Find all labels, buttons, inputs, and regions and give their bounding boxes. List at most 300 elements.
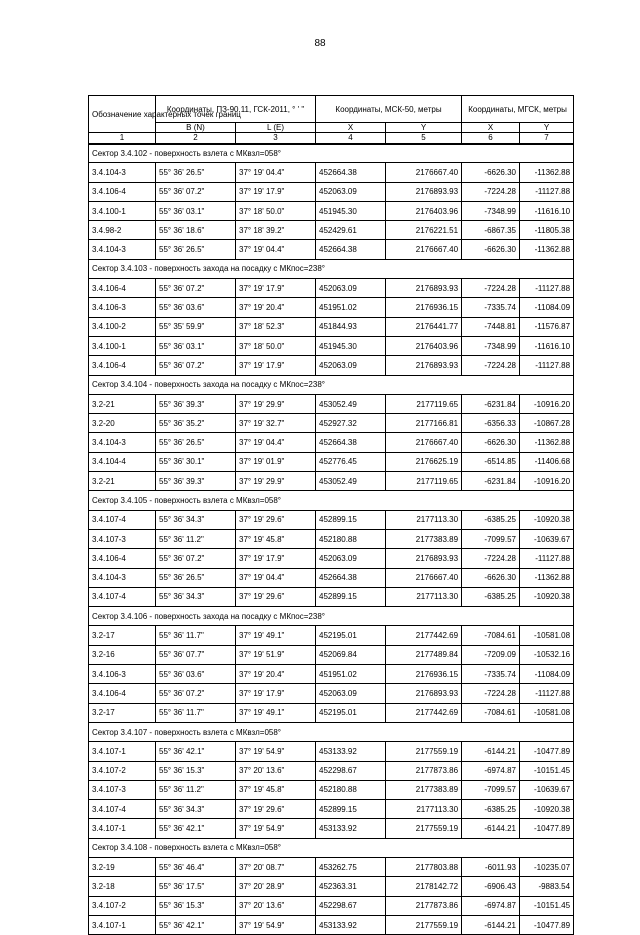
col-index: 6 — [462, 133, 520, 144]
point-id-cell: 3.4.100-1 — [89, 201, 156, 220]
mgsk-y-cell: -11362.88 — [520, 240, 574, 259]
msk-y-cell: 2176893.93 — [386, 279, 462, 298]
table-row — [89, 703, 574, 722]
mgsk-x-cell: -7224.28 — [462, 182, 520, 201]
mgsk-y-cell: -10916.20 — [520, 394, 574, 413]
mgsk-x-cell: -6867.35 — [462, 221, 520, 240]
longitude-cell: 37° 19' 17.9" — [236, 684, 316, 703]
msk-y-cell: 2177442.69 — [386, 703, 462, 722]
msk-x-cell: 451844.93 — [316, 317, 386, 336]
msk-x-cell: 452063.09 — [316, 279, 386, 298]
msk-y-cell: 2177113.30 — [386, 510, 462, 529]
point-id-cell: 3.4.107-1 — [89, 819, 156, 838]
col-index: 3 — [236, 133, 316, 144]
msk-y-cell: 2176221.51 — [386, 221, 462, 240]
mgsk-x-cell: -6514.85 — [462, 452, 520, 471]
col-y-mgsk-header: Y — [520, 123, 574, 133]
sector-title: Сектор 3.4.104 - поверхность захода на посадку с МКпос=238° — [89, 375, 574, 394]
longitude-cell: 37° 18' 50.0" — [236, 336, 316, 355]
mgsk-y-cell: -11805.38 — [520, 221, 574, 240]
msk-x-cell: 451945.30 — [316, 201, 386, 220]
msk-x-cell: 452899.15 — [316, 800, 386, 819]
msk-x-cell: 452180.88 — [316, 780, 386, 799]
mgsk-x-cell: -6974.87 — [462, 761, 520, 780]
longitude-cell: 37° 19' 49.1" — [236, 626, 316, 645]
latitude-cell: 55° 36' 07.7" — [156, 645, 236, 664]
table-row — [89, 356, 574, 375]
mgsk-x-cell: -7084.61 — [462, 703, 520, 722]
table-row — [89, 819, 574, 838]
msk-y-cell: 2177873.86 — [386, 761, 462, 780]
mgsk-x-cell: -7224.28 — [462, 549, 520, 568]
point-id-cell: 3.4.100-1 — [89, 336, 156, 355]
mgsk-x-cell: -7224.28 — [462, 356, 520, 375]
mgsk-y-cell: -10151.45 — [520, 896, 574, 915]
point-id-cell: 3.4.98-2 — [89, 221, 156, 240]
longitude-cell: 37° 19' 20.4" — [236, 298, 316, 317]
sector-row — [89, 722, 574, 741]
sector-title: Сектор 3.4.108 - поверхность взлета с МКвзл=058° — [89, 838, 574, 857]
latitude-cell: 55° 36' 11.7" — [156, 626, 236, 645]
longitude-cell: 37° 19' 45.8" — [236, 529, 316, 548]
point-id-cell: 3.2-20 — [89, 414, 156, 433]
sector-title: Сектор 3.4.102 - поверхность взлета с МКвзл=058° — [89, 144, 574, 163]
mgsk-x-cell: -6626.30 — [462, 240, 520, 259]
msk-x-cell: 451945.30 — [316, 336, 386, 355]
latitude-cell: 55° 36' 39.3" — [156, 472, 236, 491]
longitude-cell: 37° 19' 04.4" — [236, 433, 316, 452]
msk-y-cell: 2176441.77 — [386, 317, 462, 336]
msk-y-cell: 2177559.19 — [386, 915, 462, 934]
msk50-header: Координаты, МСК-50, метры — [316, 96, 462, 123]
page-number: 88 — [314, 38, 326, 49]
col-index: 2 — [156, 133, 236, 144]
msk-x-cell: 453133.92 — [316, 742, 386, 761]
latitude-cell: 55° 35' 59.9" — [156, 317, 236, 336]
pz90-header: Координаты, ПЗ-90.11, ГСК-2011, ° ' " — [156, 96, 316, 123]
col-index: 5 — [386, 133, 462, 144]
longitude-cell: 37° 19' 29.6" — [236, 800, 316, 819]
point-id-cell: 3.4.104-3 — [89, 163, 156, 182]
sector-row — [89, 607, 574, 626]
mgsk-y-cell: -11127.88 — [520, 684, 574, 703]
longitude-cell: 37° 19' 17.9" — [236, 549, 316, 568]
mgsk-y-cell: -10920.38 — [520, 510, 574, 529]
msk-y-cell: 2177442.69 — [386, 626, 462, 645]
table-row — [89, 433, 574, 452]
point-id-cell: 3.2-17 — [89, 703, 156, 722]
mgsk-y-cell: -10920.38 — [520, 800, 574, 819]
msk-x-cell: 452899.15 — [316, 510, 386, 529]
table-row — [89, 452, 574, 471]
msk-x-cell: 452298.67 — [316, 896, 386, 915]
msk-x-cell: 453262.75 — [316, 857, 386, 876]
msk-y-cell: 2177113.30 — [386, 587, 462, 606]
mgsk-x-cell: -6231.84 — [462, 394, 520, 413]
col-b-header: B (N) — [156, 123, 236, 133]
msk-x-cell: 452063.09 — [316, 684, 386, 703]
longitude-cell: 37° 18' 52.3" — [236, 317, 316, 336]
msk-y-cell: 2176667.40 — [386, 240, 462, 259]
mgsk-y-cell: -10639.67 — [520, 529, 574, 548]
table-header — [89, 96, 574, 144]
latitude-cell: 55° 36' 42.1" — [156, 915, 236, 934]
longitude-cell: 37° 19' 54.9" — [236, 819, 316, 838]
latitude-cell: 55° 36' 42.1" — [156, 819, 236, 838]
msk-y-cell: 2176667.40 — [386, 568, 462, 587]
msk-y-cell: 2176403.96 — [386, 201, 462, 220]
sector-title: Сектор 3.4.106 - поверхность захода на посадку с МКпос=238° — [89, 607, 574, 626]
mgsk-x-cell: -6974.87 — [462, 896, 520, 915]
table-row — [89, 414, 574, 433]
table-row — [89, 626, 574, 645]
latitude-cell: 55° 36' 11.2" — [156, 529, 236, 548]
msk-y-cell: 2176893.93 — [386, 356, 462, 375]
msk-y-cell: 2176667.40 — [386, 163, 462, 182]
mgsk-x-cell: -7099.57 — [462, 780, 520, 799]
mgsk-x-cell: -6385.25 — [462, 800, 520, 819]
longitude-cell: 37° 19' 54.9" — [236, 742, 316, 761]
point-id-cell: 3.4.106-3 — [89, 298, 156, 317]
table-row — [89, 684, 574, 703]
msk-y-cell: 2176936.15 — [386, 298, 462, 317]
point-id-cell: 3.2-18 — [89, 877, 156, 896]
table-row — [89, 317, 574, 336]
sector-row — [89, 259, 574, 278]
latitude-cell: 55° 36' 18.6" — [156, 221, 236, 240]
longitude-cell: 37° 20' 13.6" — [236, 896, 316, 915]
point-id-cell: 3.4.106-3 — [89, 665, 156, 684]
col-x-msk-header: X — [316, 123, 386, 133]
point-id-cell: 3.2-16 — [89, 645, 156, 664]
mgsk-y-cell: -10151.45 — [520, 761, 574, 780]
table-row — [89, 857, 574, 876]
msk-x-cell: 452195.01 — [316, 626, 386, 645]
longitude-cell: 37° 18' 50.0" — [236, 201, 316, 220]
longitude-cell: 37° 19' 29.9" — [236, 472, 316, 491]
table-row — [89, 221, 574, 240]
mgsk-y-cell: -11127.88 — [520, 549, 574, 568]
msk-y-cell: 2176625.19 — [386, 452, 462, 471]
mgsk-x-cell: -6011.93 — [462, 857, 520, 876]
latitude-cell: 55° 36' 35.2" — [156, 414, 236, 433]
msk-x-cell: 452063.09 — [316, 356, 386, 375]
mgsk-x-cell: -7335.74 — [462, 665, 520, 684]
msk-y-cell: 2177119.65 — [386, 394, 462, 413]
point-id-cell: 3.4.106-4 — [89, 549, 156, 568]
msk-x-cell: 452298.67 — [316, 761, 386, 780]
point-id-cell: 3.4.106-4 — [89, 279, 156, 298]
point-id-cell: 3.4.107-1 — [89, 742, 156, 761]
msk-y-cell: 2176893.93 — [386, 182, 462, 201]
coordinates-table — [88, 95, 574, 935]
table-row — [89, 394, 574, 413]
latitude-cell: 55° 36' 39.3" — [156, 394, 236, 413]
sector-row — [89, 375, 574, 394]
msk-x-cell: 452363.31 — [316, 877, 386, 896]
longitude-cell: 37° 19' 54.9" — [236, 915, 316, 934]
mgsk-y-cell: -11406.68 — [520, 452, 574, 471]
msk-y-cell: 2177803.88 — [386, 857, 462, 876]
table-row — [89, 896, 574, 915]
point-id-cell: 3.4.104-4 — [89, 452, 156, 471]
col-l-header: L (E) — [236, 123, 316, 133]
sector-row — [89, 838, 574, 857]
table-row — [89, 279, 574, 298]
msk-y-cell: 2176893.93 — [386, 549, 462, 568]
point-id-cell: 3.4.107-4 — [89, 800, 156, 819]
longitude-cell: 37° 19' 29.6" — [236, 510, 316, 529]
latitude-cell: 55° 36' 15.3" — [156, 896, 236, 915]
col-index: 1 — [89, 133, 156, 144]
mgsk-x-cell: -6626.30 — [462, 568, 520, 587]
mgsk-y-cell: -11616.10 — [520, 336, 574, 355]
table-row — [89, 568, 574, 587]
mgsk-y-cell: -11127.88 — [520, 356, 574, 375]
mgsk-x-cell: -6144.21 — [462, 742, 520, 761]
mgsk-x-cell: -7099.57 — [462, 529, 520, 548]
table-body — [89, 144, 574, 935]
sector-row — [89, 144, 574, 163]
msk-y-cell: 2177559.19 — [386, 819, 462, 838]
longitude-cell: 37° 19' 29.6" — [236, 587, 316, 606]
latitude-cell: 55° 36' 42.1" — [156, 742, 236, 761]
mgsk-x-cell: -6385.25 — [462, 587, 520, 606]
latitude-cell: 55° 36' 30.1" — [156, 452, 236, 471]
table-row — [89, 472, 574, 491]
mgsk-x-cell: -7224.28 — [462, 279, 520, 298]
mgsk-x-cell: -6144.21 — [462, 819, 520, 838]
mgsk-y-cell: -11576.87 — [520, 317, 574, 336]
longitude-cell: 37° 20' 13.6" — [236, 761, 316, 780]
mgsk-y-cell: -10920.38 — [520, 587, 574, 606]
longitude-cell: 37° 19' 20.4" — [236, 665, 316, 684]
msk-x-cell: 452664.38 — [316, 568, 386, 587]
msk-x-cell: 451951.02 — [316, 665, 386, 684]
msk-y-cell: 2177873.86 — [386, 896, 462, 915]
msk-x-cell: 452664.38 — [316, 163, 386, 182]
table-row — [89, 298, 574, 317]
mgsk-y-cell: -11362.88 — [520, 568, 574, 587]
point-id-cell: 3.2-19 — [89, 857, 156, 876]
point-id-cell: 3.4.104-3 — [89, 433, 156, 452]
mgsk-y-cell: -10477.89 — [520, 742, 574, 761]
latitude-cell: 55° 36' 03.1" — [156, 336, 236, 355]
table-row — [89, 529, 574, 548]
designation-header: Обозначение характерных точек границ — [89, 96, 156, 133]
msk-y-cell: 2177383.89 — [386, 780, 462, 799]
table-row — [89, 510, 574, 529]
point-id-cell: 3.4.107-3 — [89, 529, 156, 548]
mgsk-x-cell: -7448.81 — [462, 317, 520, 336]
latitude-cell: 55° 36' 26.5" — [156, 163, 236, 182]
latitude-cell: 55° 36' 11.7" — [156, 703, 236, 722]
point-id-cell: 3.4.104-3 — [89, 240, 156, 259]
table-row — [89, 780, 574, 799]
col-y-msk-header: Y — [386, 123, 462, 133]
longitude-cell: 37° 19' 01.9" — [236, 452, 316, 471]
mgsk-y-cell: -10532.16 — [520, 645, 574, 664]
msk-x-cell: 453133.92 — [316, 915, 386, 934]
msk-x-cell: 452664.38 — [316, 240, 386, 259]
mgsk-y-cell: -11616.10 — [520, 201, 574, 220]
table-row — [89, 182, 574, 201]
latitude-cell: 55° 36' 34.3" — [156, 587, 236, 606]
mgsk-x-cell: -7335.74 — [462, 298, 520, 317]
msk-y-cell: 2176403.96 — [386, 336, 462, 355]
msk-y-cell: 2176936.15 — [386, 665, 462, 684]
sector-title: Сектор 3.4.107 - поверхность взлета с МКвзл=058° — [89, 722, 574, 741]
point-id-cell: 3.4.107-4 — [89, 587, 156, 606]
mgsk-y-cell: -10581.08 — [520, 626, 574, 645]
mgsk-x-cell: -6626.30 — [462, 433, 520, 452]
point-id-cell: 3.4.107-4 — [89, 510, 156, 529]
longitude-cell: 37° 19' 04.4" — [236, 163, 316, 182]
latitude-cell: 55° 36' 03.6" — [156, 298, 236, 317]
latitude-cell: 55° 36' 07.2" — [156, 684, 236, 703]
mgsk-header: Координаты, МГСК, метры — [462, 96, 574, 123]
msk-y-cell: 2177166.81 — [386, 414, 462, 433]
sector-title: Сектор 3.4.103 - поверхность захода на посадку с МКпос=238° — [89, 259, 574, 278]
msk-x-cell: 452899.15 — [316, 587, 386, 606]
longitude-cell: 37° 19' 04.4" — [236, 240, 316, 259]
mgsk-x-cell: -6144.21 — [462, 915, 520, 934]
table-row — [89, 761, 574, 780]
msk-x-cell: 453052.49 — [316, 472, 386, 491]
longitude-cell: 37° 19' 17.9" — [236, 279, 316, 298]
point-id-cell: 3.2-17 — [89, 626, 156, 645]
mgsk-x-cell: -6906.43 — [462, 877, 520, 896]
col-x-mgsk-header: X — [462, 123, 520, 133]
mgsk-x-cell: -7348.99 — [462, 336, 520, 355]
longitude-cell: 37° 20' 08.7" — [236, 857, 316, 876]
latitude-cell: 55° 36' 34.3" — [156, 510, 236, 529]
mgsk-y-cell: -11362.88 — [520, 163, 574, 182]
mgsk-y-cell: -11127.88 — [520, 182, 574, 201]
latitude-cell: 55° 36' 07.2" — [156, 356, 236, 375]
mgsk-x-cell: -7084.61 — [462, 626, 520, 645]
msk-y-cell: 2176667.40 — [386, 433, 462, 452]
point-id-cell: 3.4.107-2 — [89, 761, 156, 780]
latitude-cell: 55° 36' 07.2" — [156, 549, 236, 568]
latitude-cell: 55° 36' 11.2" — [156, 780, 236, 799]
latitude-cell: 55° 36' 26.5" — [156, 568, 236, 587]
latitude-cell: 55° 36' 07.2" — [156, 182, 236, 201]
msk-x-cell: 452429.61 — [316, 221, 386, 240]
table-row — [89, 800, 574, 819]
longitude-cell: 37° 19' 51.9" — [236, 645, 316, 664]
longitude-cell: 37° 20' 28.9" — [236, 877, 316, 896]
point-id-cell: 3.4.107-1 — [89, 915, 156, 934]
mgsk-y-cell: -9883.54 — [520, 877, 574, 896]
mgsk-x-cell: -7209.09 — [462, 645, 520, 664]
mgsk-y-cell: -10477.89 — [520, 915, 574, 934]
msk-x-cell: 452927.32 — [316, 414, 386, 433]
mgsk-x-cell: -6385.25 — [462, 510, 520, 529]
table-row — [89, 336, 574, 355]
point-id-cell: 3.4.106-4 — [89, 356, 156, 375]
msk-x-cell: 452180.88 — [316, 529, 386, 548]
point-id-cell: 3.4.106-4 — [89, 182, 156, 201]
table-row — [89, 645, 574, 664]
table-row — [89, 201, 574, 220]
longitude-cell: 37° 19' 17.9" — [236, 182, 316, 201]
table-row — [89, 665, 574, 684]
table-row — [89, 742, 574, 761]
mgsk-y-cell: -10581.08 — [520, 703, 574, 722]
longitude-cell: 37° 18' 39.2" — [236, 221, 316, 240]
msk-y-cell: 2177559.19 — [386, 742, 462, 761]
longitude-cell: 37° 19' 49.1" — [236, 703, 316, 722]
latitude-cell: 55° 36' 03.6" — [156, 665, 236, 684]
msk-y-cell: 2177489.84 — [386, 645, 462, 664]
table-row — [89, 240, 574, 259]
msk-x-cell: 452664.38 — [316, 433, 386, 452]
msk-x-cell: 452069.84 — [316, 645, 386, 664]
msk-y-cell: 2177119.65 — [386, 472, 462, 491]
msk-y-cell: 2177383.89 — [386, 529, 462, 548]
table-row — [89, 587, 574, 606]
mgsk-y-cell: -11362.88 — [520, 433, 574, 452]
latitude-cell: 55° 36' 15.3" — [156, 761, 236, 780]
sector-title: Сектор 3.4.105 - поверхность взлета с МКвзл=058° — [89, 491, 574, 510]
msk-x-cell: 451951.02 — [316, 298, 386, 317]
longitude-cell: 37° 19' 45.8" — [236, 780, 316, 799]
msk-x-cell: 452063.09 — [316, 182, 386, 201]
msk-x-cell: 452195.01 — [316, 703, 386, 722]
msk-y-cell: 2178142.72 — [386, 877, 462, 896]
mgsk-y-cell: -10916.20 — [520, 472, 574, 491]
mgsk-y-cell: -10477.89 — [520, 819, 574, 838]
msk-y-cell: 2177113.30 — [386, 800, 462, 819]
mgsk-y-cell: -11084.09 — [520, 298, 574, 317]
longitude-cell: 37° 19' 17.9" — [236, 356, 316, 375]
point-id-cell: 3.4.104-3 — [89, 568, 156, 587]
sector-row — [89, 491, 574, 510]
col-index: 7 — [520, 133, 574, 144]
mgsk-y-cell: -11084.09 — [520, 665, 574, 684]
latitude-cell: 55° 36' 26.5" — [156, 240, 236, 259]
latitude-cell: 55° 36' 03.1" — [156, 201, 236, 220]
latitude-cell: 55° 36' 07.2" — [156, 279, 236, 298]
msk-y-cell: 2176893.93 — [386, 684, 462, 703]
point-id-cell: 3.4.107-3 — [89, 780, 156, 799]
mgsk-x-cell: -7348.99 — [462, 201, 520, 220]
point-id-cell: 3.4.106-4 — [89, 684, 156, 703]
table-row — [89, 915, 574, 934]
msk-x-cell: 452776.45 — [316, 452, 386, 471]
mgsk-y-cell: -10867.28 — [520, 414, 574, 433]
latitude-cell: 55° 36' 34.3" — [156, 800, 236, 819]
mgsk-x-cell: -7224.28 — [462, 684, 520, 703]
latitude-cell: 55° 36' 26.5" — [156, 433, 236, 452]
mgsk-x-cell: -6626.30 — [462, 163, 520, 182]
point-id-cell: 3.2-21 — [89, 394, 156, 413]
table-row — [89, 877, 574, 896]
msk-x-cell: 453052.49 — [316, 394, 386, 413]
point-id-cell: 3.2-21 — [89, 472, 156, 491]
mgsk-x-cell: -6231.84 — [462, 472, 520, 491]
table-row — [89, 163, 574, 182]
longitude-cell: 37° 19' 32.7" — [236, 414, 316, 433]
point-id-cell: 3.4.107-2 — [89, 896, 156, 915]
longitude-cell: 37° 19' 29.9" — [236, 394, 316, 413]
mgsk-y-cell: -11127.88 — [520, 279, 574, 298]
table-row — [89, 549, 574, 568]
point-id-cell: 3.4.100-2 — [89, 317, 156, 336]
latitude-cell: 55° 36' 17.5" — [156, 877, 236, 896]
msk-x-cell: 452063.09 — [316, 549, 386, 568]
